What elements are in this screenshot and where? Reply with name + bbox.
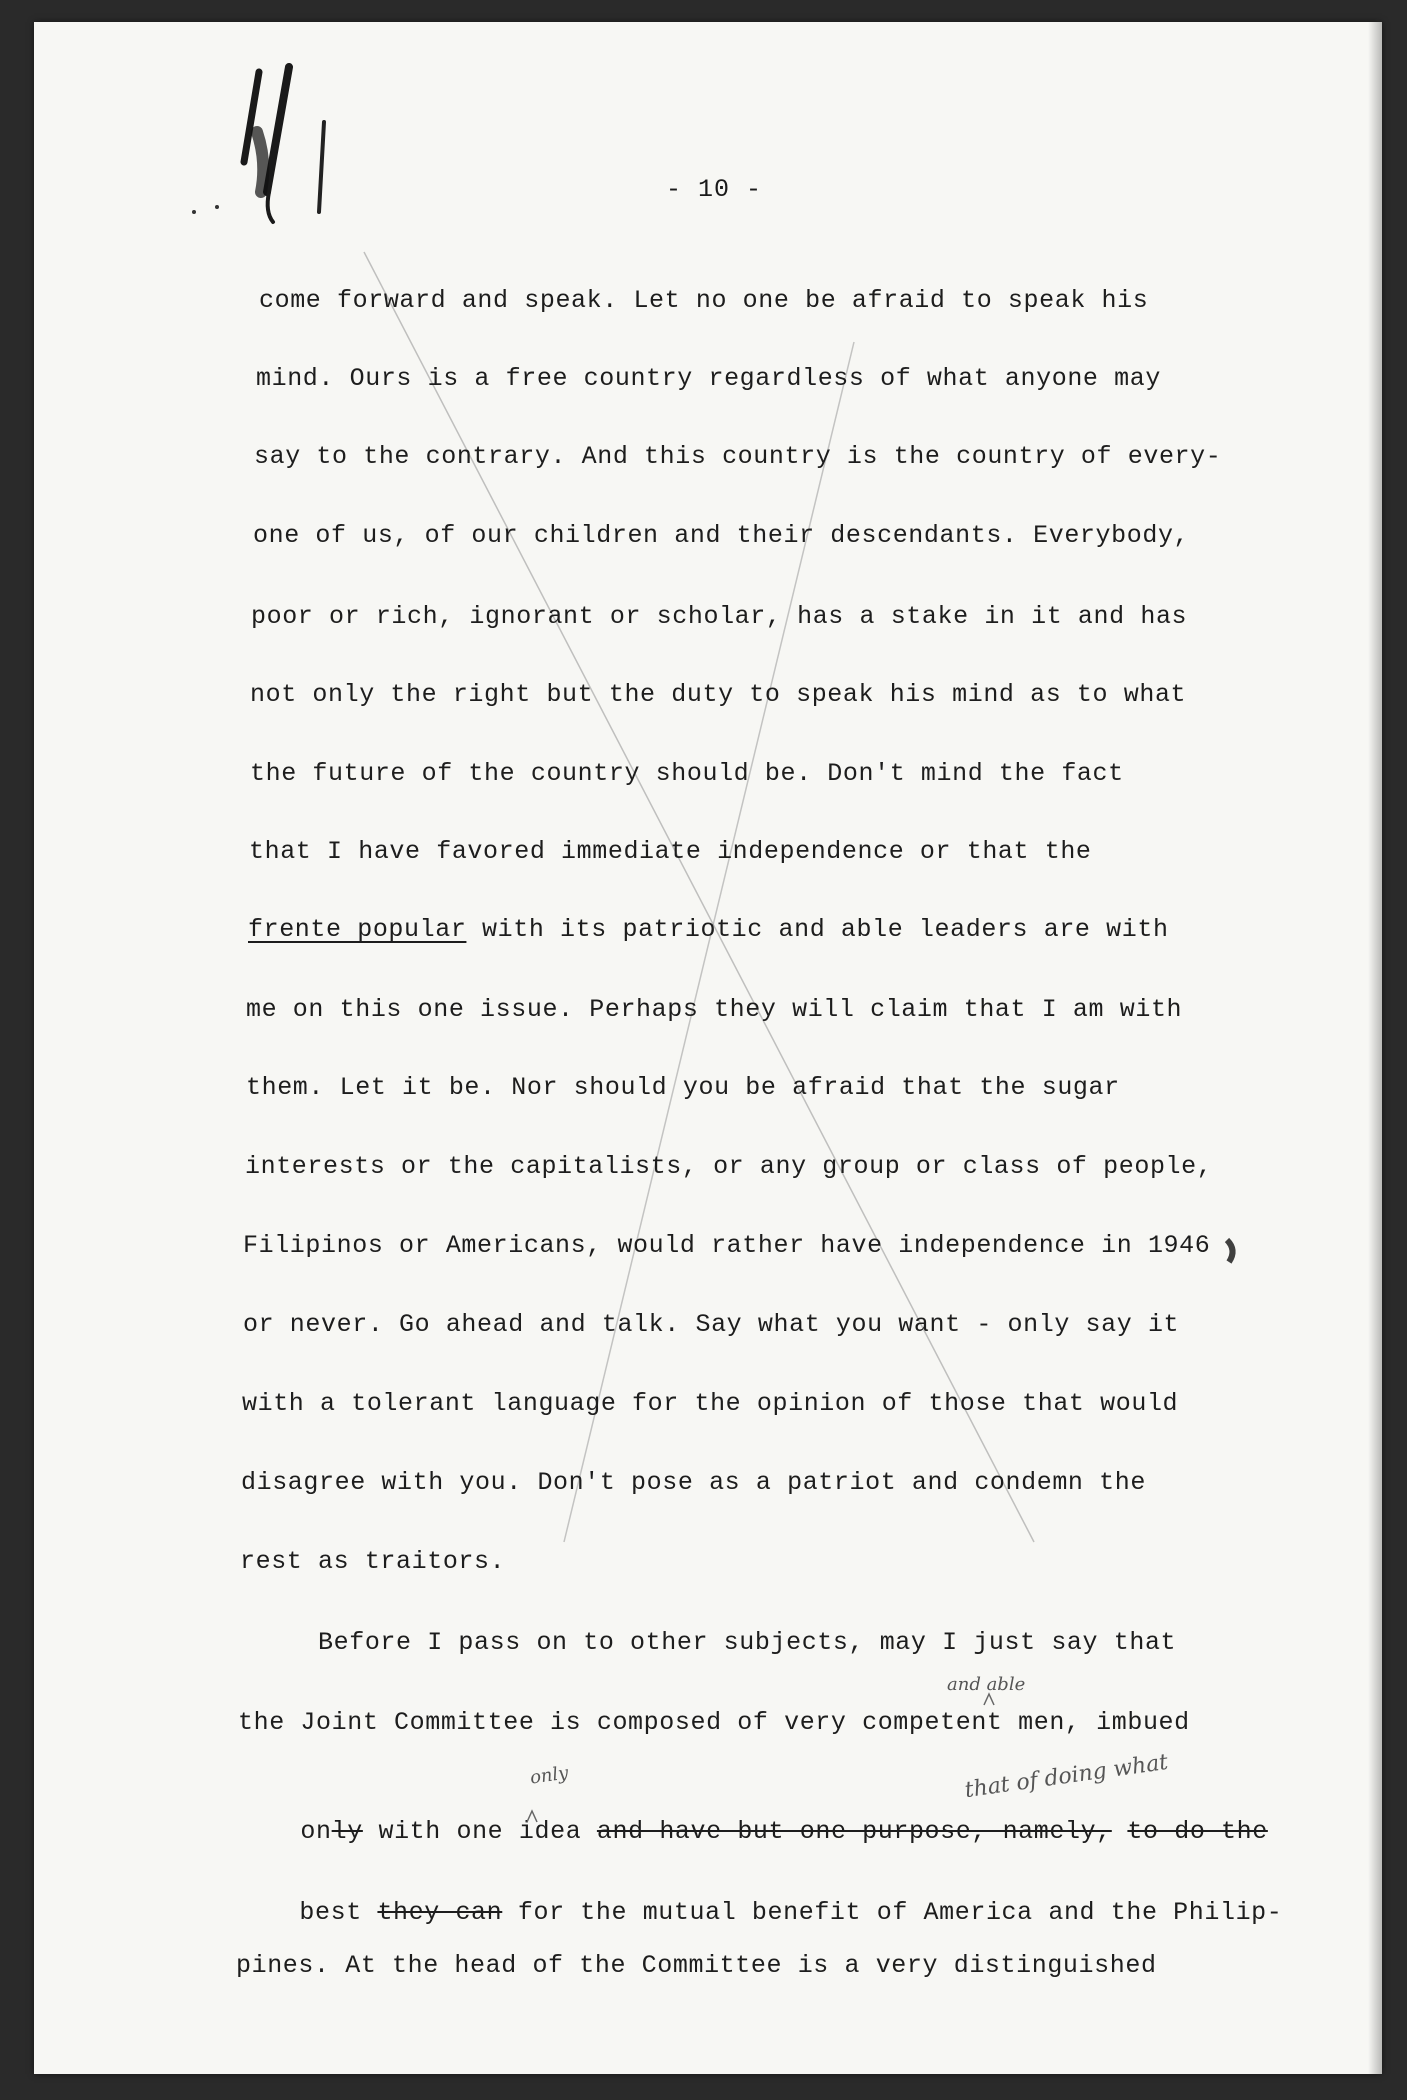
handwritten-insert-only: only: [528, 1762, 570, 1789]
text-line-4: one of us, of our children and their descendants. Everybody,: [253, 521, 1190, 550]
text-line-22: pines. At the head of the Committee is a very distinguished: [236, 1951, 1157, 1980]
text-line-13: Filipinos or Americans, would rather have independence in 1946: [243, 1231, 1211, 1260]
text-line-12: interests or the capitalists, or any group or class of people,: [245, 1152, 1213, 1181]
text-line-11: them. Let it be. Nor should you be afraid that the sugar: [246, 1073, 1120, 1102]
text-line-2: mind. Ours is a free country regardless of what anyone may: [256, 364, 1161, 393]
text-line-17: rest as traitors.: [240, 1547, 506, 1576]
text-line-19: the Joint Committee is composed of very competent men, imbued: [238, 1708, 1190, 1737]
struck-text: ly: [331, 1817, 363, 1846]
text-line-14: or never. Go ahead and talk. Say what you want - only say it: [243, 1310, 1180, 1339]
underlined-phrase: frente popular: [248, 915, 467, 944]
text-line-10: me on this one issue. Perhaps they will claim that I am with: [246, 995, 1183, 1024]
text-line-3: say to the contrary. And this country is the country of every-: [254, 442, 1222, 471]
text-line-9-rest: with its patriotic and able leaders are with: [466, 915, 1169, 944]
text-line-15: with a tolerant language for the opinion of those that would: [242, 1389, 1179, 1418]
text-line-7: the future of the country should be. Don't mind the fact: [250, 759, 1124, 788]
handwritten-margin-insert: that of doing what: [963, 1749, 1170, 1804]
text-line-18: Before I pass on to other subjects, may I just say that: [240, 1628, 1177, 1657]
text-line-6: not only the right but the duty to speak his mind as to what: [250, 680, 1187, 709]
text-line-16: disagree with you. Don't pose as a patriot and condemn the: [241, 1468, 1146, 1497]
text-line-1: come forward and speak. Let no one be afraid to speak his: [259, 286, 1149, 315]
struck-text: they can: [377, 1898, 503, 1927]
text-line-8: that I have favored immediate independence or that the: [249, 837, 1092, 866]
text-line-20-start: on: [300, 1817, 332, 1846]
text-line-21-rest: for the mutual benefit of America and the Philip-: [502, 1898, 1283, 1927]
text-line-21-start: best: [299, 1898, 378, 1927]
struck-text: and have but one purpose, namely,: [596, 1817, 1112, 1846]
typescript-page: [34, 22, 1382, 2074]
page-number: - 10 -: [665, 175, 762, 204]
text-line-20-mid: with one idea: [362, 1817, 597, 1846]
text-line-5: poor or rich, ignorant or scholar, has a stake in it and has: [251, 602, 1188, 631]
struck-text: to do the: [1127, 1817, 1268, 1846]
caret-insert-marks: [34, 22, 1382, 2074]
handwritten-insert-and-able: and able: [947, 1674, 1026, 1695]
